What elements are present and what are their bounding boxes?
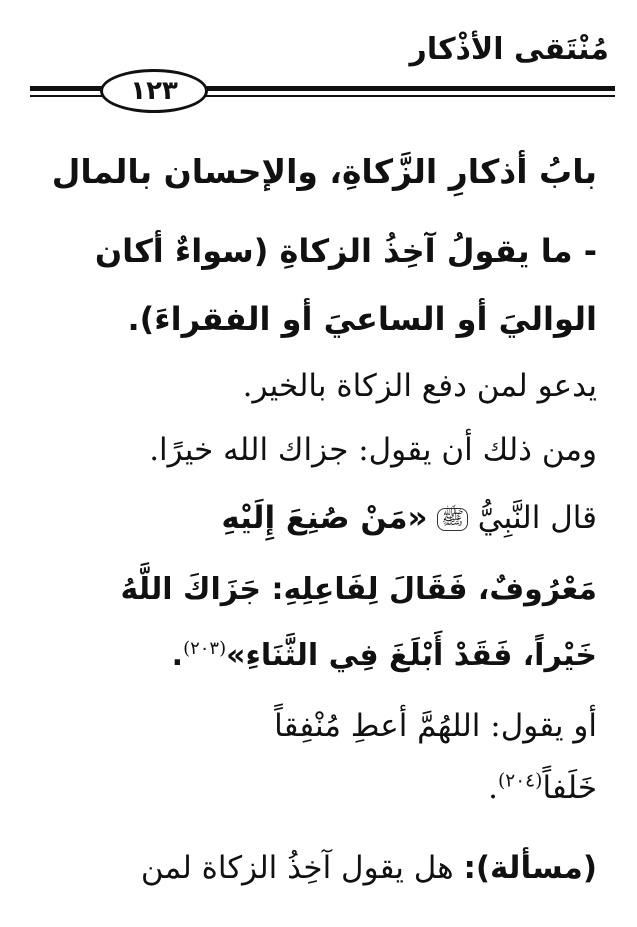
text-line-9 <box>488 770 597 806</box>
salawat-symbol: ﷺ <box>437 508 467 530</box>
text-line-3: يدعو لمن دفع الزكاة بالخير. <box>242 368 597 404</box>
text-line-1: - ما يقولُ آخِذُ الزكاةِ (سواءٌ أكان <box>94 232 597 270</box>
text-line-2: الواليَ أو الساعيَ أو الفقراءَ). <box>127 300 597 338</box>
chapter-title: بابُ أذكارِ الزَّكاةِ، والإحسان بالمال <box>51 152 597 191</box>
page-header <box>30 28 615 118</box>
text-line-5-a: قال النَّبِيُّ <box>477 500 597 536</box>
text-line-10 <box>141 850 597 886</box>
text-line-7 <box>172 638 597 673</box>
text-line-6: مَعْرُوفٌ، فَقَالَ لِفَاعِلِهِ: جَزَاكَ اللَّهُ <box>120 572 597 607</box>
page-number: ١٢٣ <box>100 69 208 113</box>
text-line-7-main: خَيْراً، فَقَدْ أَبْلَغَ فِي الثَّنَاءِ» <box>226 638 597 673</box>
footnote-ref-203: (٢٠٣) <box>183 638 227 659</box>
text-line-4: ومن ذلك أن يقول: جزاك الله خيرًا. <box>149 432 597 468</box>
text-line-5-b: «مَنْ صُنِعَ إِلَيْهِ <box>221 500 428 536</box>
text-line-9-end: . <box>488 770 498 806</box>
running-title: مُنْتَقى الأذْكار <box>409 32 609 67</box>
text-line-7-end: . <box>171 638 184 673</box>
footnote-ref-204: (٢٠٤) <box>497 770 543 792</box>
text-line-9-main: خَلَفاً <box>542 770 597 806</box>
issue-label: (مسألة): <box>463 850 597 886</box>
text-line-10-rest: هل يقول آخِذُ الزكاة لمن <box>140 850 464 886</box>
text-line-5 <box>221 500 597 536</box>
text-line-8: أو يقول: اللهُمَّ أعطِ مُنْفِقاً <box>274 708 597 744</box>
